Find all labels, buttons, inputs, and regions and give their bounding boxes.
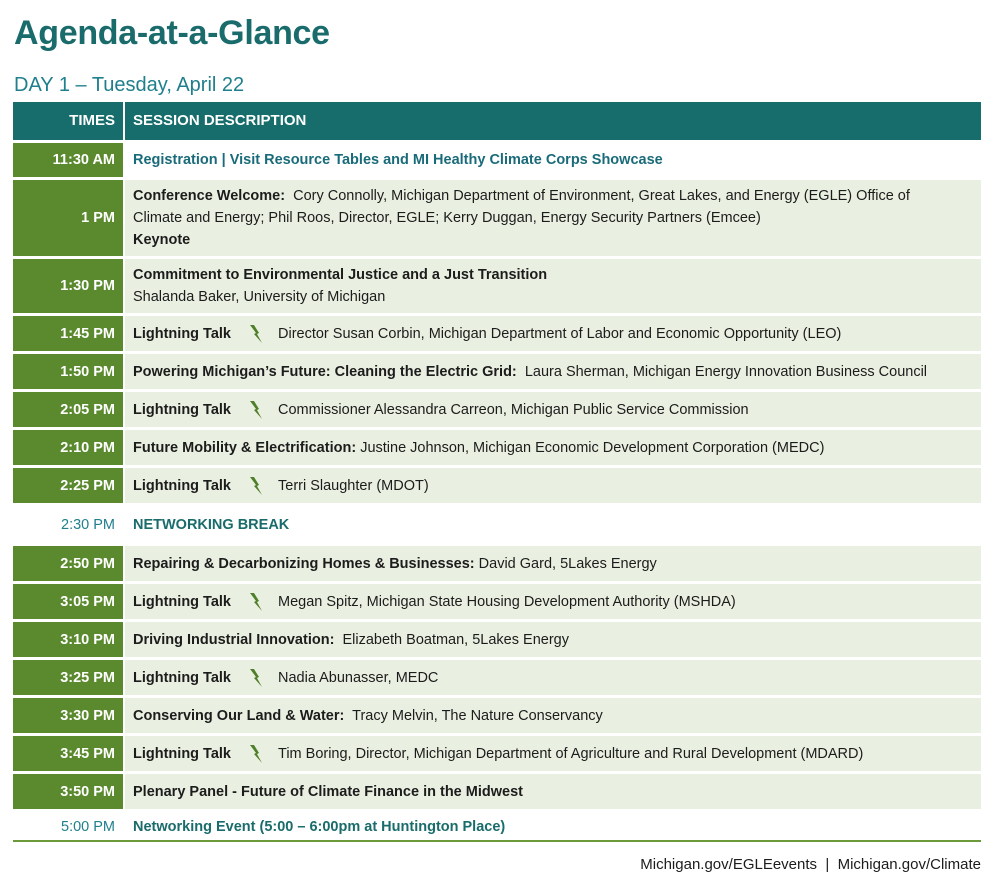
lightning-talk-label: Lightning Talk <box>133 669 231 686</box>
row-desc <box>123 660 981 695</box>
table-row <box>13 657 981 695</box>
table-row <box>13 543 981 581</box>
lightning-talk-label: Lightning Talk <box>133 401 231 418</box>
row-desc <box>123 430 981 465</box>
session-speaker: Tracy Melvin, The Nature Conservancy <box>352 707 603 724</box>
session-extra: Keynote <box>133 232 191 248</box>
row-time: 3:45 PM <box>13 736 123 771</box>
row-time: 5:00 PM <box>13 812 123 841</box>
row-desc <box>123 354 981 389</box>
row-time: 1:45 PM <box>13 316 123 351</box>
session-speaker: Shalanda Baker, University of Michigan <box>133 289 386 305</box>
table-row <box>13 313 981 351</box>
table-row <box>13 140 981 177</box>
table-row <box>13 351 981 389</box>
lightning-talk-label: Lightning Talk <box>133 745 231 762</box>
session-speaker: Tim Boring, Director, Michigan Department of Agriculture and Rural Development (MDARD) <box>278 745 864 762</box>
table-row <box>13 177 981 256</box>
row-desc <box>123 143 981 177</box>
session-title: Conserving Our Land & Water: <box>133 707 345 724</box>
session-speaker: David Gard, 5Lakes Energy <box>478 555 657 572</box>
row-desc <box>123 316 981 351</box>
row-desc <box>123 546 981 581</box>
row-desc <box>123 622 981 657</box>
row-desc <box>123 506 981 543</box>
table-row <box>13 503 981 543</box>
table-row <box>13 389 981 427</box>
session-title: Powering Michigan’s Future: Cleaning the Electric Grid: <box>133 363 517 380</box>
row-time: 11:30 AM <box>13 143 123 177</box>
page-title: Agenda-at-a-Glance <box>14 14 330 52</box>
table-row <box>13 771 981 809</box>
table-row <box>13 809 981 841</box>
row-desc <box>123 392 981 427</box>
lightning-bolt-icon <box>248 399 278 421</box>
lightning-bolt-icon <box>248 475 278 497</box>
lightning-bolt-icon <box>248 667 278 689</box>
row-time: 1:30 PM <box>13 259 123 313</box>
row-desc <box>123 812 981 841</box>
session-title: Future Mobility & Electrification: <box>133 439 357 456</box>
row-desc <box>123 774 981 809</box>
times-header: TIMES <box>69 112 115 129</box>
session-speaker: Megan Spitz, Michigan State Housing Development Authority (MSHDA) <box>278 593 736 610</box>
footer-links: Michigan.gov/EGLEevents | Michigan.gov/Climate <box>640 856 981 873</box>
session-speaker: Laura Sherman, Michigan Energy Innovation Business Council <box>524 363 928 380</box>
session-title: Driving Industrial Innovation: <box>133 631 335 648</box>
session-title: Repairing & Decarbonizing Homes & Businesses: <box>133 555 475 572</box>
row-desc <box>123 698 981 733</box>
session-speaker: Director Susan Corbin, Michigan Department of Labor and Economic Opportunity (LEO) <box>278 325 842 342</box>
row-time: 2:50 PM <box>13 546 123 581</box>
table-header <box>13 102 981 140</box>
lightning-talk-label: Lightning Talk <box>133 593 231 610</box>
row-desc <box>123 584 981 619</box>
table-row <box>13 581 981 619</box>
session-title: Commitment to Environmental Justice and a Just Transition <box>133 267 548 283</box>
session-title: Conference Welcome: <box>133 188 286 204</box>
session-speaker-cont: Climate and Energy; Phil Roos, Director, EGLE; Kerry Duggan, Energy Security Partners (Emcee) <box>133 210 761 226</box>
table-row <box>13 256 981 313</box>
session-speaker: Nadia Abunasser, MEDC <box>278 669 439 686</box>
table-row <box>13 619 981 657</box>
row-desc <box>123 259 981 313</box>
lightning-bolt-icon <box>248 743 278 765</box>
row-desc <box>123 736 981 771</box>
row-time: 3:25 PM <box>13 660 123 695</box>
session-header: SESSION DESCRIPTION <box>123 102 981 140</box>
row-time: 2:05 PM <box>13 392 123 427</box>
lightning-bolt-icon <box>248 323 278 345</box>
table-row <box>13 733 981 771</box>
table-row <box>13 427 981 465</box>
session-speaker: Commissioner Alessandra Carreon, Michigan Public Service Commission <box>278 401 749 418</box>
lightning-talk-label: Lightning Talk <box>133 477 231 494</box>
session-speaker: Cory Connolly, Michigan Department of Environment, Great Lakes, and Energy (EGLE) Office of <box>293 188 910 204</box>
session-title: Plenary Panel - Future of Climate Finance in the Midwest <box>133 783 523 800</box>
row-time: 2:30 PM <box>13 506 123 543</box>
lightning-bolt-icon <box>248 591 278 613</box>
row-time: 1:50 PM <box>13 354 123 389</box>
session-title: NETWORKING BREAK <box>133 516 290 533</box>
session-title: Registration | Visit Resource Tables and MI Healthy Climate Corps Showcase <box>133 152 663 168</box>
row-time: 1 PM <box>13 180 123 256</box>
table-row <box>13 695 981 733</box>
row-time: 3:10 PM <box>13 622 123 657</box>
row-time: 2:25 PM <box>13 468 123 503</box>
day-heading: DAY 1 – Tuesday, April 22 <box>14 74 245 96</box>
session-speaker: Terri Slaughter (MDOT) <box>278 477 429 494</box>
row-desc <box>123 468 981 503</box>
row-time: 3:50 PM <box>13 774 123 809</box>
agenda-table <box>13 102 981 841</box>
footer-divider <box>13 840 981 842</box>
session-title: Networking Event (5:00 – 6:00pm at Huntington Place) <box>133 818 506 835</box>
table-row <box>13 465 981 503</box>
row-time: 2:10 PM <box>13 430 123 465</box>
lightning-talk-label: Lightning Talk <box>133 325 231 342</box>
row-desc <box>123 180 981 256</box>
row-time: 3:30 PM <box>13 698 123 733</box>
session-speaker: Elizabeth Boatman, 5Lakes Energy <box>342 631 569 648</box>
row-time: 3:05 PM <box>13 584 123 619</box>
session-speaker: Justine Johnson, Michigan Economic Development Corporation (MEDC) <box>360 439 825 456</box>
